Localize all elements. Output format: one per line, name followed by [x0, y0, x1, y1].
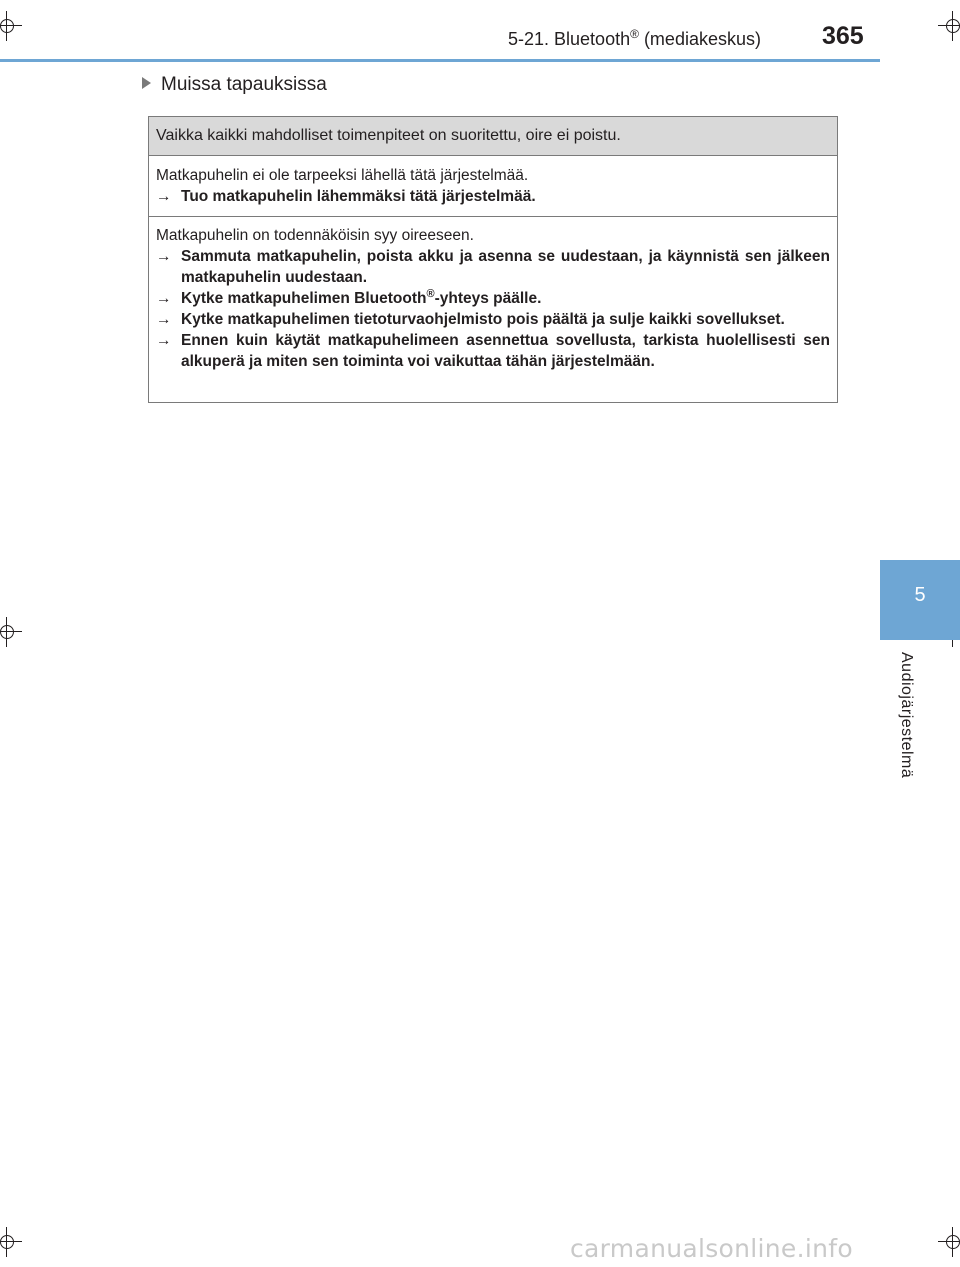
arrow-icon: →: [156, 311, 172, 328]
section-title: [508, 29, 761, 50]
watermark-text: carmanualsonline.info: [570, 1234, 853, 1263]
cause-text: Matkapuhelin ei ole tarpeeksi lähellä tätä järjestelmää.: [156, 167, 529, 184]
arrow-icon: →: [156, 188, 172, 205]
action-item: [156, 186, 830, 207]
action-text: Sammuta matkapuhelin, poista akku ja asenna se uudestaan, ja käynnistä sen jälkeen matkapuhelin uudestaan.: [181, 248, 830, 286]
page-header: [0, 0, 880, 60]
action-item: [156, 330, 830, 372]
chapter-number: 5: [914, 584, 926, 606]
action-item: [156, 288, 830, 309]
crop-mark-bottom-right: [938, 1227, 960, 1257]
crop-mark-top-right: [938, 11, 960, 41]
table-row: [149, 216, 837, 402]
chapter-tab: [880, 560, 960, 640]
arrow-icon: →: [156, 248, 172, 265]
cause-text: Matkapuhelin on todennäköisin syy oireeseen.: [156, 227, 474, 244]
crop-mark-bottom-left: [0, 1227, 22, 1257]
troubleshooting-table: [148, 116, 838, 403]
section-heading-text: Muissa tapauksissa: [161, 74, 327, 95]
action-item: [156, 309, 830, 330]
triangle-bullet-icon: [142, 77, 151, 89]
registered-mark: ®: [426, 287, 435, 300]
action-text-suffix: -yhteys päälle.: [434, 290, 542, 307]
action-text: Kytke matkapuhelimen Bluetooth: [181, 290, 427, 307]
symptom-header: Vaikka kaikki mahdolliset toimenpiteet on suoritettu, oire ei poistu.: [149, 117, 837, 156]
crop-mark-mid-left: [0, 617, 22, 647]
chapter-label: Audiojärjestelmä: [898, 652, 915, 779]
action-item: [156, 246, 830, 288]
table-row: [149, 156, 837, 216]
registered-mark: ®: [630, 27, 639, 41]
action-text: Ennen kuin käytät matkapuhelimeen asennettua sovellusta, tarkista huolellisesti sen alkuperä ja miten sen toiminta voi vaikuttaa tähän järjestelmään.: [181, 332, 830, 370]
arrow-icon: →: [156, 290, 172, 307]
section-heading: [142, 74, 327, 96]
action-text: Tuo matkapuhelin lähemmäksi tätä järjestelmää.: [181, 188, 536, 205]
action-text: Kytke matkapuhelimen tietoturvaohjelmisto pois päältä ja sulje kaikki sovellukset.: [181, 311, 785, 328]
section-title-suffix: (mediakeskus): [638, 29, 761, 49]
page-number: 365: [822, 22, 864, 50]
arrow-icon: →: [156, 332, 172, 349]
section-title-text: 5-21. Bluetooth: [508, 29, 631, 49]
header-rule: [0, 59, 880, 62]
